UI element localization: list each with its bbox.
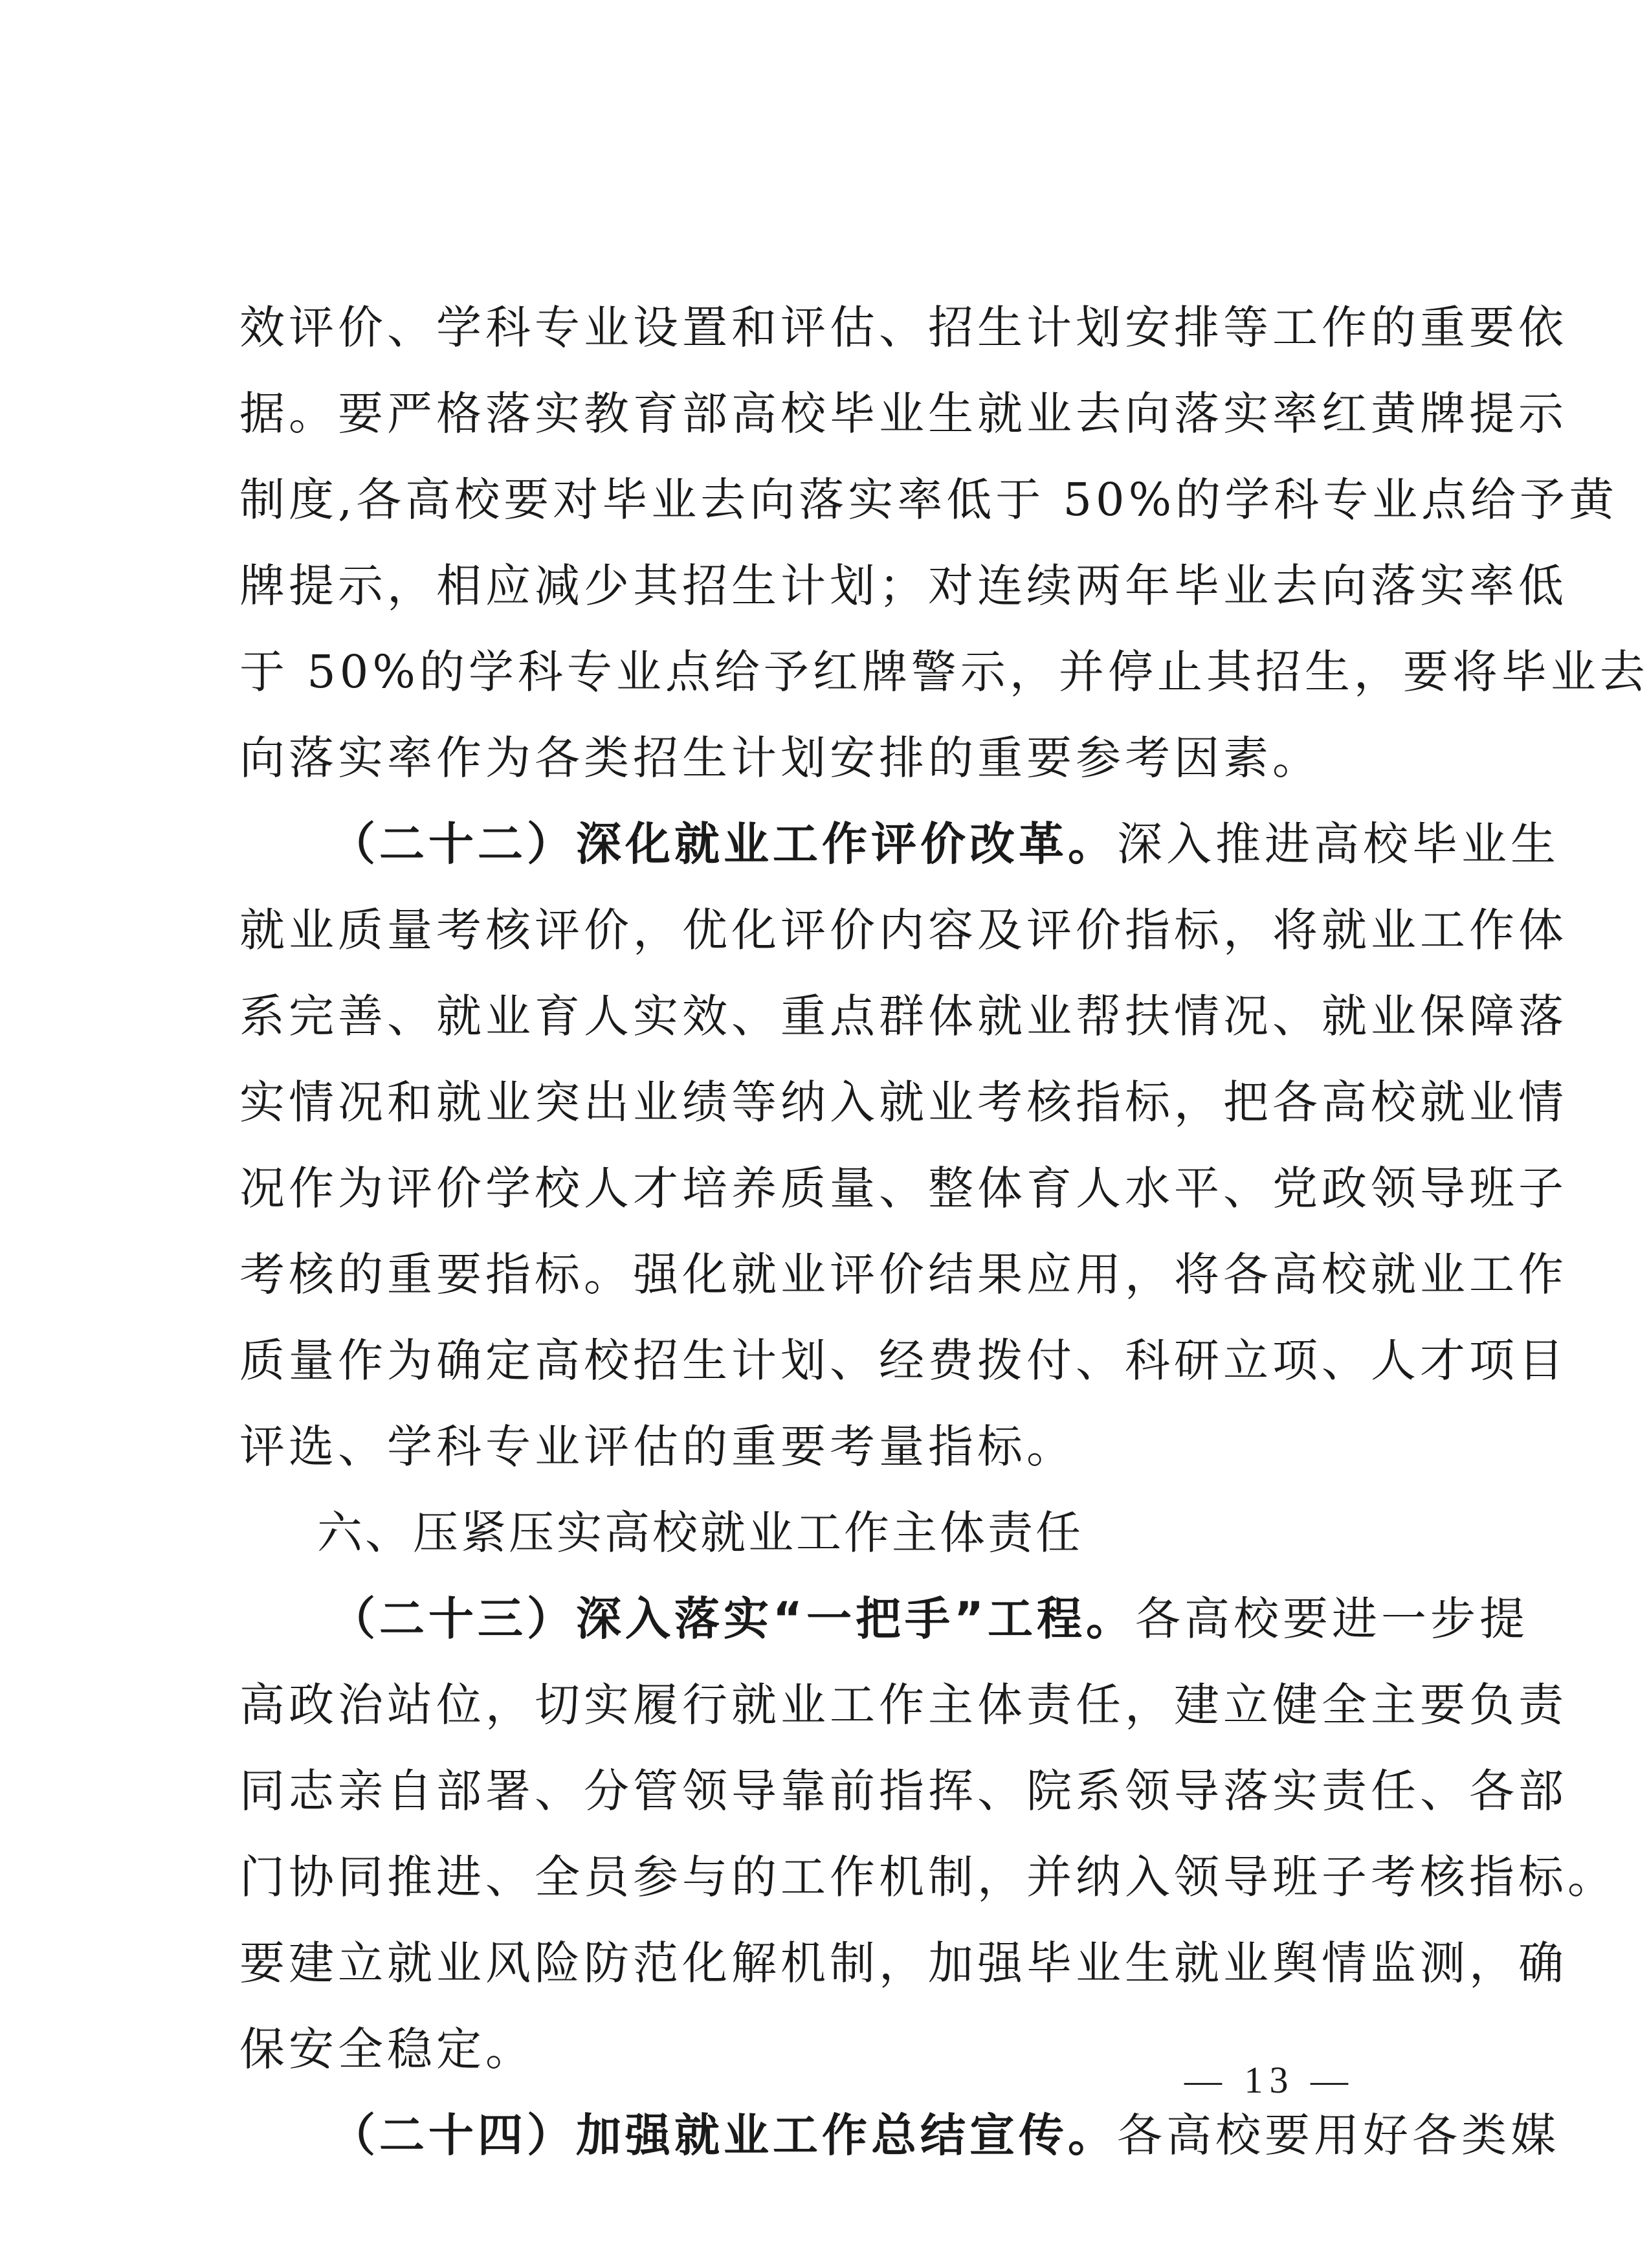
text-line: 牌提示，相应减少其招生计划；对连续两年毕业去向落实率低 xyxy=(239,559,1567,612)
text-line: 考核的重要指标。强化就业评价结果应用，将各高校就业工作 xyxy=(239,1248,1567,1301)
text-line: 系完善、就业育人实效、重点群体就业帮扶情况、就业保障落 xyxy=(239,990,1567,1043)
text-line: 质量作为确定高校招生计划、经费拨付、科研立项、人才项目 xyxy=(239,1334,1567,1387)
text-line: 实情况和就业突出业绩等纳入就业考核指标，把各高校就业情 xyxy=(239,1076,1567,1129)
section-heading: 六、压紧压实高校就业工作主体责任 xyxy=(317,1506,1083,1559)
section-23-title: （二十三）深入落实“一把手”工程。 xyxy=(330,1592,1136,1645)
page-number: — 13 — xyxy=(1184,2059,1355,2101)
section-23-lead: 各高校要进一步提 xyxy=(1135,1592,1529,1645)
section-22-lead: 深入推进高校毕业生 xyxy=(1117,817,1560,871)
section-24-lead: 各高校要用好各类媒 xyxy=(1117,2109,1560,2162)
paragraph-start-line xyxy=(239,2093,1560,2179)
section-24-title: （二十四）加强就业工作总结宣传。 xyxy=(330,2109,1117,2162)
text-line: 于 50%的学科专业点给予红牌警示，并停止其招生，要将毕业去 xyxy=(239,645,1649,698)
text-line: 就业质量考核评价，优化评价内容及评价指标，将就业工作体 xyxy=(239,904,1567,957)
paragraph-start-line xyxy=(239,801,1560,887)
text-line: 高政治站位，切实履行就业工作主体责任，建立健全主要负责 xyxy=(239,1678,1567,1731)
text-line: 门协同推进、全员参与的工作机制，并纳入领导班子考核指标。 xyxy=(239,1851,1617,1904)
text-line: 效评价、学科专业设置和评估、招生计划安排等工作的重要依 xyxy=(239,301,1567,354)
text-line: 向落实率作为各类招生计划安排的重要参考因素。 xyxy=(239,731,1322,784)
section-22-title: （二十二）深化就业工作评价改革。 xyxy=(330,817,1117,871)
text-line: 制度,各高校要对毕业去向落实率低于 50%的学科专业点给予黄 xyxy=(239,473,1619,526)
text-line: 保安全稳定。 xyxy=(239,2023,535,2076)
text-line: 况作为评价学校人才培养质量、整体育人水平、党政领导班子 xyxy=(239,1162,1567,1215)
text-line: 要建立就业风险防范化解机制，加强毕业生就业舆情监测，确 xyxy=(239,1937,1567,1990)
body-text xyxy=(239,285,1649,2179)
text-line: 据。要严格落实教育部高校毕业生就业去向落实率红黄牌提示 xyxy=(239,387,1567,440)
paragraph-start-line xyxy=(239,1576,1529,1662)
text-line: 同志亲自部署、分管领导靠前指挥、院系领导落实责任、各部 xyxy=(239,1764,1567,1818)
text-line: 评选、学科专业评估的重要考量指标。 xyxy=(239,1420,1076,1473)
